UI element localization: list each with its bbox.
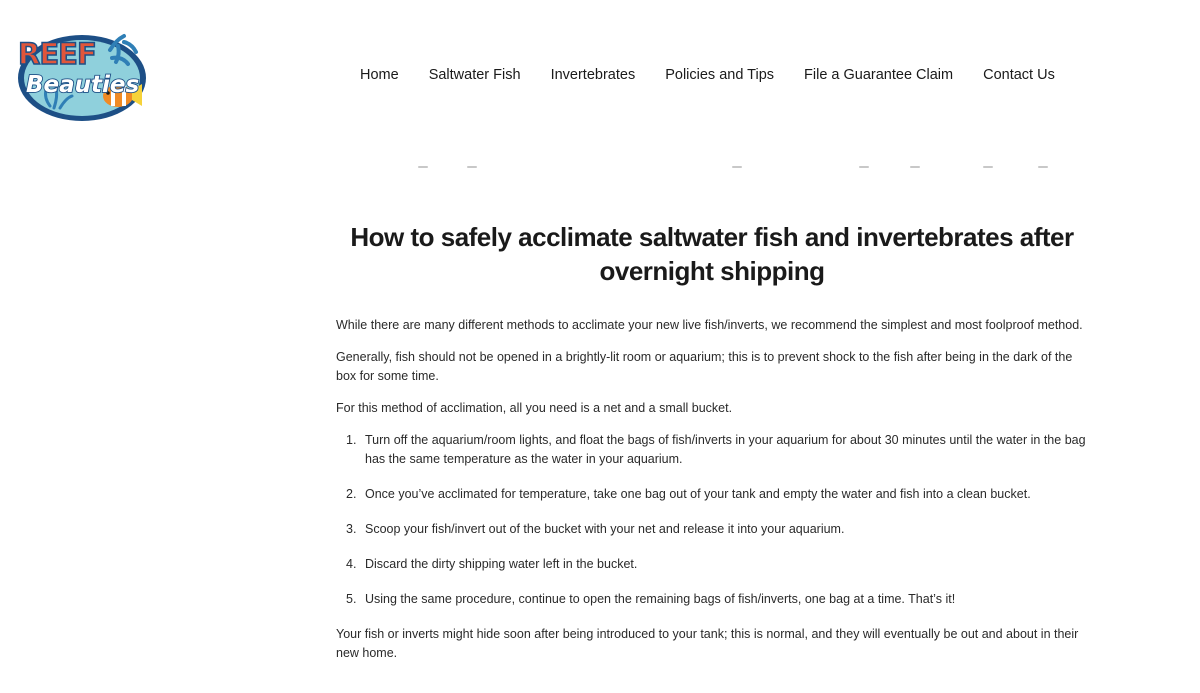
step-text: Once you’ve acclimated for temperature, take one bag out of your tank and empty the water and fish into a clean bucket. [365, 487, 1031, 501]
lighting-paragraph: Generally, fish should not be opened in a brightly-lit room or aquarium; this is to prevent shock to the fish after being in the dark of the box for some time. [336, 350, 1073, 383]
list-item [336, 590, 1088, 609]
intro-paragraph: While there are many different methods to acclimate your new live fish/inverts, we recommend the simplest and most foolproof method. [336, 318, 1083, 332]
nav-home[interactable]: Home [360, 67, 399, 83]
step-text: Scoop your fish/invert out of the bucket with your net and release it into your aquarium. [365, 522, 845, 536]
dash-mark [732, 166, 742, 168]
dash-mark [983, 166, 993, 168]
step-number: 3. [346, 522, 357, 536]
nav-underline-remnants [0, 166, 1200, 170]
list-item [336, 555, 1088, 574]
logo-line2: Beauties [26, 72, 140, 98]
list-item [336, 520, 1088, 539]
site-header [0, 0, 1200, 150]
list-item [336, 485, 1088, 504]
step-text: Discard the dirty shipping water left in the bucket. [365, 557, 638, 571]
nav-contact-us[interactable]: Contact Us [983, 67, 1055, 83]
step-number: 2. [346, 487, 357, 501]
list-item [336, 431, 1088, 469]
nav-file-guarantee-claim[interactable]: File a Guarantee Claim [804, 67, 954, 83]
main-nav [360, 66, 1055, 86]
step-number: 1. [346, 433, 357, 447]
dash-mark [910, 166, 920, 168]
dash-mark [467, 166, 477, 168]
acclimation-steps [336, 431, 1088, 609]
step-number: 4. [346, 557, 357, 571]
step-number: 5. [346, 592, 357, 606]
nav-invertebrates[interactable]: Invertebrates [550, 67, 636, 83]
dash-mark [418, 166, 428, 168]
step-text: Turn off the aquarium/room lights, and float the bags of fish/inverts in your aquarium for about 30 minutes until the water in the bag has the same temperature as the water in your aquarium. [365, 433, 1086, 466]
dash-mark [859, 166, 869, 168]
page-title: How to safely acclimate saltwater fish and invertebrates after overnight shipping [350, 222, 1074, 286]
nav-policies-and-tips[interactable]: Policies and Tips [665, 67, 775, 83]
nav-saltwater-fish[interactable]: Saltwater Fish [428, 67, 521, 83]
logo-line1: REEF [18, 37, 96, 71]
step-text: Using the same procedure, continue to open the remaining bags of fish/inverts, one bag at a time. That’s it! [365, 592, 956, 606]
dash-mark [1038, 166, 1048, 168]
closing-paragraph: Your fish or inverts might hide soon after being introduced to your tank; this is normal, and they will eventually be out and about in their new home. [336, 627, 1079, 660]
reef-beauties-logo[interactable] [14, 28, 152, 126]
supplies-paragraph: For this method of acclimation, all you need is a net and a small bucket. [336, 401, 733, 415]
article [336, 220, 1088, 676]
